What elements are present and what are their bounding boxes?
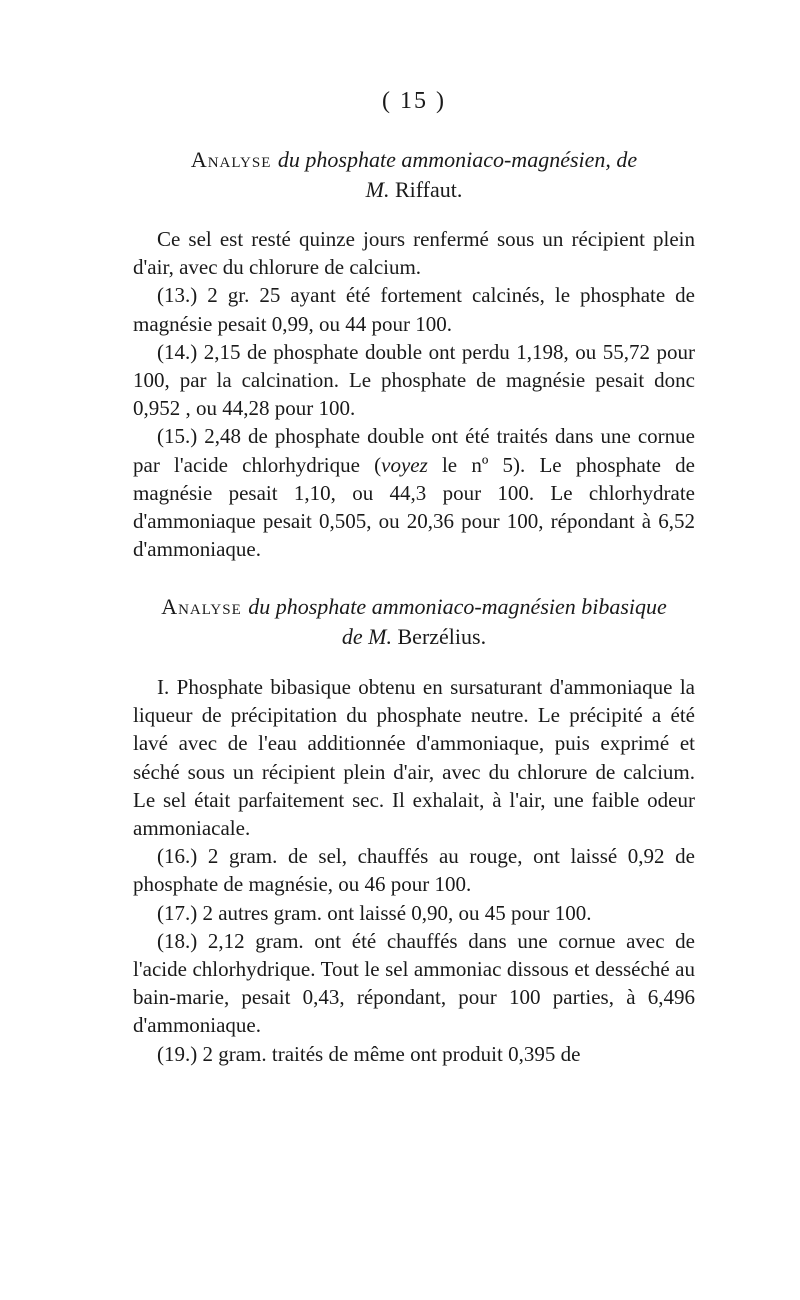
paragraph: (16.) 2 gram. de sel, chauffés au rouge, ont laissé 0,92 de phosphate de magnésie, ou 46 pour 100.: [133, 844, 695, 897]
heading-author-title: M.: [365, 177, 395, 202]
paragraph: (13.) 2 gr. 25 ayant été fortement calcinés, le phosphate de magnésie pesait 0,99, ou 44 pour 100.: [133, 283, 695, 336]
heading-line-2: [133, 175, 695, 205]
section-heading-berzelius: [133, 592, 695, 652]
heading-author-name: Riffaut.: [394, 177, 463, 202]
heading-author-title: de M.: [341, 624, 398, 649]
heading-line-1: [133, 592, 695, 622]
paragraph: (14.) 2,15 de phosphate double ont perdu 1,198, ou 55,72 pour 100, par la calcination. Le phosphate de magnésie pesait donc 0,952 , ou 44,28 pour 100.: [133, 339, 695, 421]
heading-author-name: Berzélius.: [397, 624, 487, 649]
paragraph-italic-voyez: voyez: [381, 452, 428, 477]
paragraph: I. Phosphate bibasique obtenu en sursaturant d'ammoniaque la liqueur de précipitation du phosphate neutre. Le précipité a été lavé avec de l'eau additionnée d'ammoniaque, puis exprimé et séché sous un récipient plein d'air, avec du chlorure de calcium. Le sel était parfaitement sec. Il exhalait, à l'air, une faible odeur ammoniacale.: [133, 675, 695, 841]
heading-lead: Analyse: [161, 594, 249, 619]
section-heading-riffaut: [133, 145, 695, 205]
paragraph-text: (15.) 2,48 de phosphate double ont été traités dans une cornue par l'acide chlorhydrique (: [133, 424, 695, 477]
heading-lead: Analyse: [190, 147, 278, 172]
paragraph-15: [133, 422, 695, 563]
section-body-riffaut: [133, 225, 695, 563]
paragraph: Ce sel est resté quinze jours renfermé sous un récipient plein d'air, avec du chlorure de calcium.: [133, 227, 695, 280]
heading-italic: du phosphate ammoniaco-magnésien, de: [277, 147, 638, 172]
paragraph: (19.) 2 gram. traités de même ont produit 0,395 de: [157, 1041, 581, 1066]
section-body-berzelius: [133, 673, 695, 1068]
heading-line-1: [133, 145, 695, 175]
paragraph-text: le nº 5). Le phosphate de magnésie pesait 1,10, ou 44,3 pour 100. Le chlorhydrate d'ammoniaque pesait 0,505, ou 20,36 pour 100, répondant à 6,52 d'ammoniaque.: [133, 452, 695, 562]
paragraph: (17.) 2 autres gram. ont laissé 0,90, ou 45 pour 100.: [157, 900, 592, 925]
heading-italic: du phosphate ammoniaco-magnésien bibasique: [248, 594, 667, 619]
page-number: ( 15 ): [382, 88, 446, 114]
heading-line-2: [133, 622, 695, 652]
paragraph: (18.) 2,12 gram. ont été chauffés dans une cornue avec de l'acide chlorhydrique. Tout le sel ammoniac dissous et desséché au bain-marie, pesait 0,43, répondant, pour 100 parties, à 6,496 d'ammoniaque.: [133, 928, 695, 1038]
